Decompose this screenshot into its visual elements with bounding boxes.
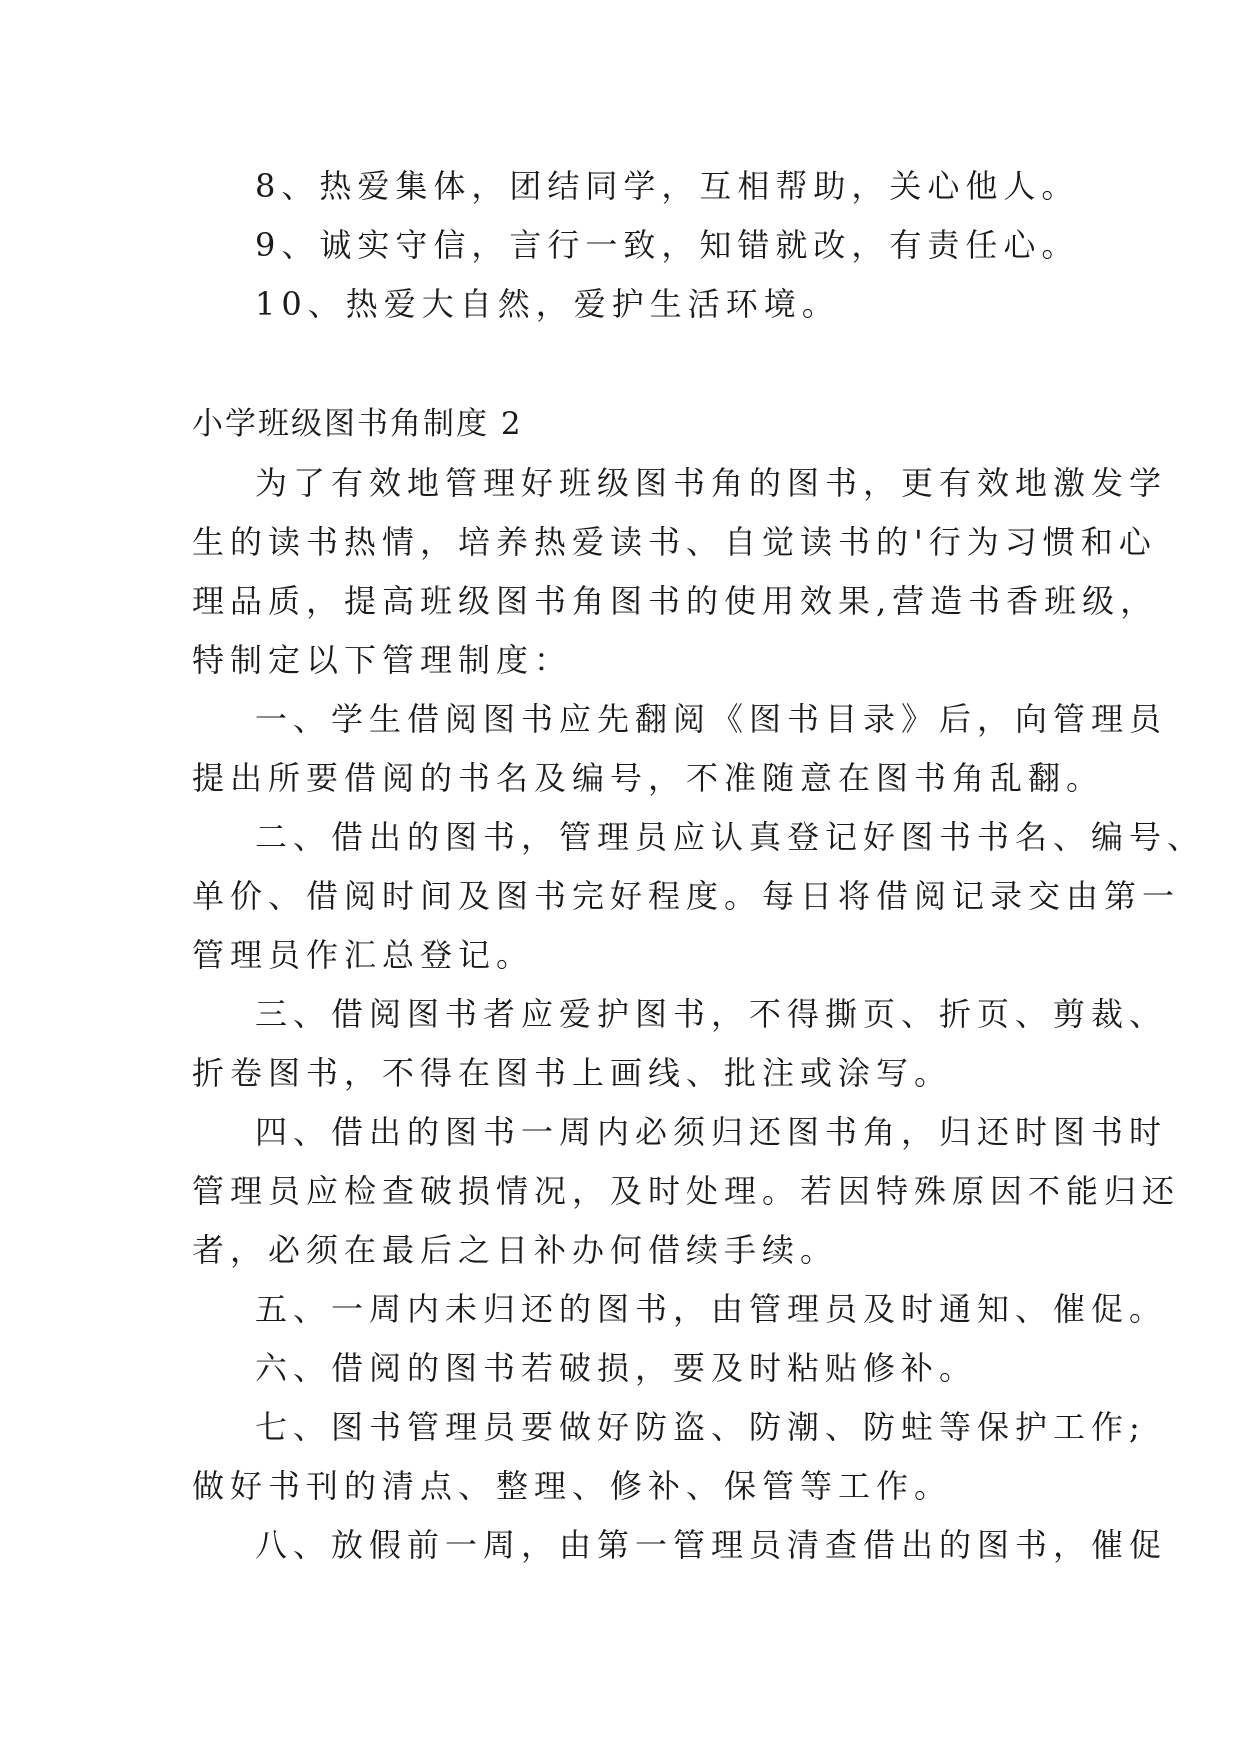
list-item-8: 8、热爱集体，团结同学，互相帮助，关心他人。 — [255, 167, 1080, 205]
rule-6-line: 六、借阅的图书若破损，要及时粘贴修补。 — [255, 1349, 978, 1387]
section-title: 小学班级图书角制度 2 — [192, 406, 523, 442]
rule-2-line: 单价、借阅时间及图书完好程度。每日将借阅记录交由第一 — [192, 877, 1181, 915]
paragraph-line: 生的读书热情，培养热爱读书、自觉读书的'行为习惯和心 — [192, 523, 1157, 561]
rule-7-line: 七、图书管理员要做好防盗、防潮、防蛀等保护工作; — [255, 1408, 1146, 1446]
rule-7-line: 做好书刊的清点、整理、修补、保管等工作。 — [192, 1467, 953, 1505]
rule-5-line: 五、一周内未归还的图书，由管理员及时通知、催促。 — [255, 1290, 1168, 1328]
paragraph-line: 为了有效地管理好班级图书角的图书，更有效地激发学 — [255, 464, 1168, 502]
rule-8-line: 八、放假前一周，由第一管理员清查借出的图书，催促 — [255, 1526, 1168, 1564]
rule-4-line: 四、借出的图书一周内必须归还图书角，归还时图书时 — [255, 1113, 1168, 1151]
rule-2-line: 二、借出的图书，管理员应认真登记好图书书名、编号、 — [255, 818, 1206, 856]
rule-1-line: 提出所要借阅的书名及编号，不准随意在图书角乱翻。 — [192, 759, 1105, 797]
rule-2-line: 管理员作汇总登记。 — [192, 936, 535, 974]
list-item-10: 10、热爱大自然，爱护生活环境。 — [255, 285, 840, 323]
rule-3-line: 折卷图书，不得在图书上画线、批注或涂写。 — [192, 1054, 953, 1092]
paragraph-line: 特制定以下管理制度： — [192, 641, 573, 679]
list-item-9: 9、诚实守信，言行一致，知错就改，有责任心。 — [255, 226, 1080, 264]
paragraph-line: 理品质，提高班级图书角图书的使用效果,营造书香班级， — [192, 582, 1159, 620]
rule-3-line: 三、借阅图书者应爱护图书，不得撕页、折页、剪裁、 — [255, 995, 1168, 1033]
rule-1-line: 一、学生借阅图书应先翻阅《图书目录》后，向管理员 — [255, 700, 1168, 738]
rule-4-line: 者，必须在最后之日补办何借续手续。 — [192, 1231, 839, 1269]
rule-4-line: 管理员应检查破损情况，及时处理。若因特殊原因不能归还 — [192, 1172, 1181, 1210]
